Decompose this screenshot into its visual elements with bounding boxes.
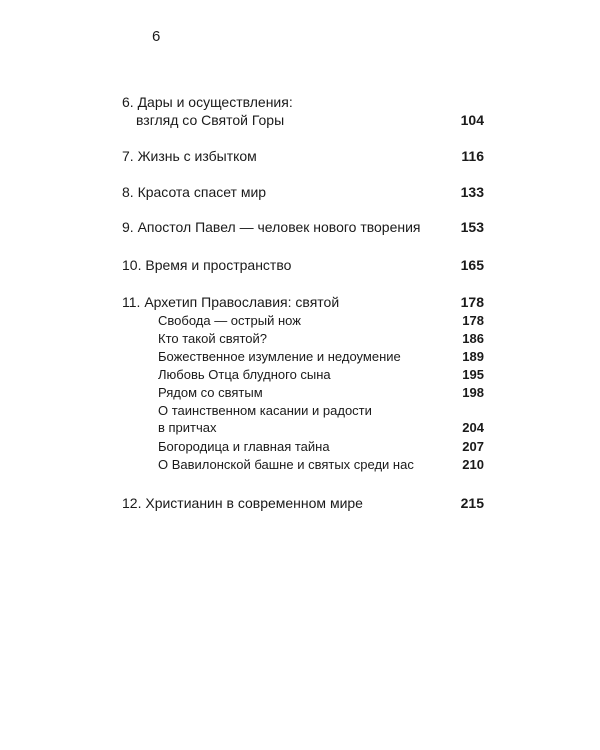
toc-subsection — [158, 312, 484, 329]
toc-subsection-title: Свобода — острый нож — [158, 313, 301, 328]
toc-subsection-page: 189 — [462, 349, 484, 364]
toc-chapter-12-title: 12. Христианин в современном мире — [122, 495, 363, 511]
toc-subsection-title: Любовь Отца блудного сына — [158, 367, 331, 382]
toc-chapter-12 — [122, 494, 484, 512]
toc-subsection-title: Богородица и главная тайна — [158, 439, 330, 454]
toc-chapter-8-title: 8. Красота спасет мир — [122, 184, 267, 200]
toc-chapter-6-title-line1: 6. Дары и осуществления: — [122, 94, 293, 110]
toc-subsection-page: 178 — [462, 313, 484, 328]
toc-chapter-9-title: 9. Апостол Павел — человек нового творения — [122, 219, 421, 235]
page-number: 6 — [152, 28, 161, 45]
toc-subsection-page: 195 — [462, 367, 484, 382]
toc-chapter-9-page: 153 — [460, 219, 484, 235]
toc-subsection — [158, 384, 484, 401]
toc-subsection-title: Рядом со святым — [158, 385, 263, 400]
toc-chapter-8 — [122, 183, 484, 201]
toc-chapter-7 — [122, 147, 484, 165]
toc-chapter-10-title: 10. Время и пространство — [122, 257, 292, 273]
toc-subsection-page: 207 — [462, 439, 484, 454]
toc-subsection-title: Кто такой святой? — [158, 331, 268, 346]
toc-subsection-title-line1: О таинственном касании и радости — [158, 403, 372, 418]
toc-chapter-11-page: 178 — [460, 294, 484, 310]
toc-subsection — [158, 402, 484, 436]
toc-chapter-6-title-line2: взгляд со Святой Горы — [136, 112, 285, 128]
toc-subsection-page: 198 — [462, 385, 484, 400]
table-of-contents — [122, 0, 484, 750]
toc-subsection-page: 210 — [462, 457, 484, 472]
toc-subsection-title: О Вавилонской башне и святых среди нас — [158, 457, 414, 472]
toc-subsection — [158, 330, 484, 347]
toc-subsection-title-line2: в притчах — [158, 420, 217, 435]
toc-subsection-page: 186 — [462, 331, 484, 346]
toc-subsection — [158, 366, 484, 383]
toc-subsection — [158, 438, 484, 455]
toc-chapter-10-page: 165 — [460, 257, 484, 273]
toc-subsection-page: 204 — [462, 420, 484, 435]
toc-chapter-11 — [122, 293, 484, 311]
toc-chapter-12-page: 215 — [460, 495, 484, 511]
toc-subsection — [158, 348, 484, 365]
toc-chapter-10 — [122, 256, 484, 274]
toc-chapter-6-page: 104 — [460, 112, 484, 128]
toc-chapter-9 — [122, 218, 484, 236]
toc-subsection-title: Божественное изумление и недоумение — [158, 349, 401, 364]
toc-chapter-7-title: 7. Жизнь с избытком — [122, 148, 257, 164]
toc-chapter-8-page: 133 — [460, 184, 484, 200]
toc-chapter-6 — [122, 93, 484, 129]
toc-subsection — [158, 456, 484, 473]
toc-chapter-7-page: 116 — [461, 148, 484, 164]
toc-chapter-11-title: 11. Архетип Православия: святой — [122, 294, 340, 310]
